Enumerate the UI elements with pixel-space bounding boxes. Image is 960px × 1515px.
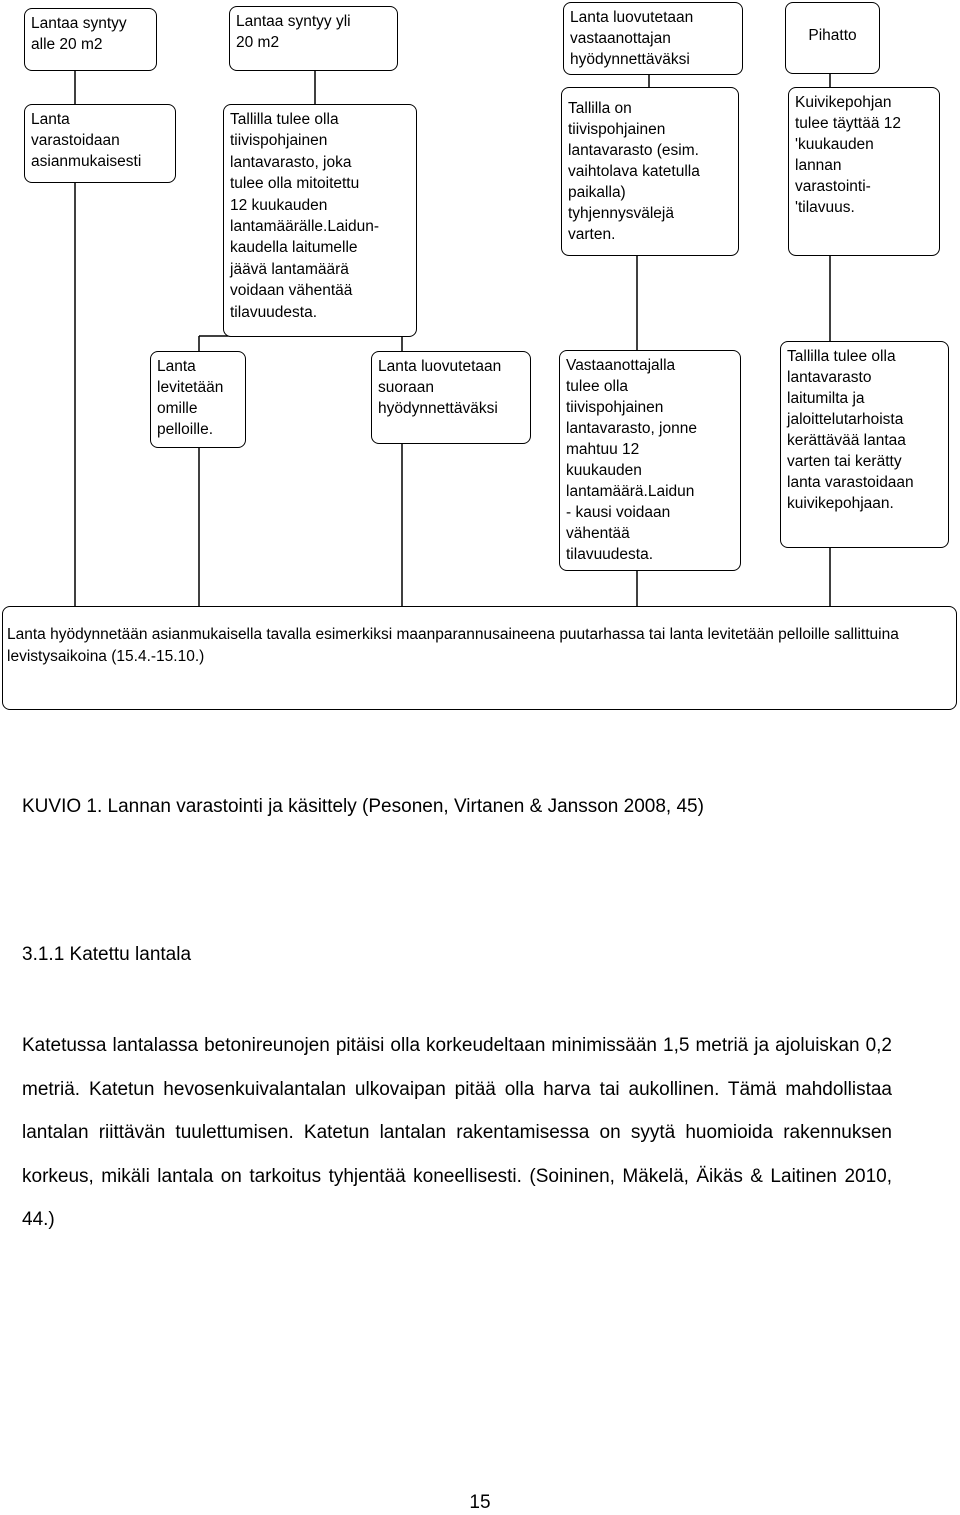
box-luovutetaan-vastaanottajan: Lanta luovutetaan vastaanottajan hyödynnettäväksi — [563, 2, 743, 75]
box-pihatto: Pihatto — [785, 2, 880, 74]
box-kuivikepohjan: Kuivikepohjan tulee täyttää 12 'kuukauden lannan varastointi- 'tilavuus. — [788, 87, 940, 256]
box-tallilla-mitoitettu: Tallilla tulee olla tiivispohjainen lantavarasto, joka tulee olla mitoitettu 12 kuukauden lantamäärälle.Laidun- kaudella laitumelle jäävä lantamäärä voidaan vähentää tilavuudesta. — [223, 104, 417, 337]
box-tallilla-on-lantavarasto: Tallilla on tiivispohjainen lantavarasto (esim. vaihtolava katetulla paikalla) tyhjennysvälejä varten. — [561, 87, 739, 256]
box-levitetaan-omille: Lanta levitetään omille pelloille. — [150, 351, 246, 448]
box-tallilla-laitumilta: Tallilla tulee olla lantavarasto laitumilta ja jaloittelutarhoista kerättävää lantaa varten tai kerätty lanta varastoidaan kuivikepohjaan. — [780, 341, 949, 548]
figure-caption: KUVIO 1. Lannan varastointi ja käsittely (Pesonen, Virtanen & Jansson 2008, 45) — [22, 796, 704, 817]
body-paragraph: Katetussa lantalassa betonireunojen pitäisi olla korkeudeltaan minimissään 1,5 metriä ja ajoluiskan 0,2 metriä. Katetun hevosenkuivalantalan ulkovaipan pitää olla harva tai aukollinen. Tämä mahdollistaa lantalan riittävän tuulettumisen. Katetun lantalan rakentamisessa on syytä huomioida rakennuksen korkeus, mikäli lantala on tarkoitus tyhjentää koneellisesti. (Soininen, Mäkelä, Äikäs & Laitinen 2010, 44.) — [22, 1035, 892, 1230]
box-lantaa-alle-20: Lantaa syntyy alle 20 m2 — [24, 8, 157, 71]
section-heading: 3.1.1 Katettu lantala — [22, 944, 192, 965]
page-number: 15 — [469, 1492, 491, 1513]
flow-diagram — [0, 0, 960, 715]
box-vastaanottajalla: Vastaanottajalla tulee olla tiivispohjainen lantavarasto, jonne mahtuu 12 kuukauden lantamäärä.Laidun - kausi voidaan vähentää tilavuudesta. — [559, 350, 741, 571]
box-lantaa-yli-20: Lantaa syntyy yli 20 m2 — [229, 6, 398, 71]
box-luovutetaan-suoraan: Lanta luovutetaan suoraan hyödynnettäväksi — [371, 351, 531, 444]
box-varastoidaan-asianmukaisesti: Lanta varastoidaan asianmukaisesti — [24, 104, 176, 183]
box-lanta-hyodynnetaan: Lanta hyödynnetään asianmukaisella tavalla esimerkiksi maanparannusaineena puutarhassa tai lanta levitetään pelloille sallittuina levistysaikoina (15.4.-15.10.) — [2, 606, 957, 710]
